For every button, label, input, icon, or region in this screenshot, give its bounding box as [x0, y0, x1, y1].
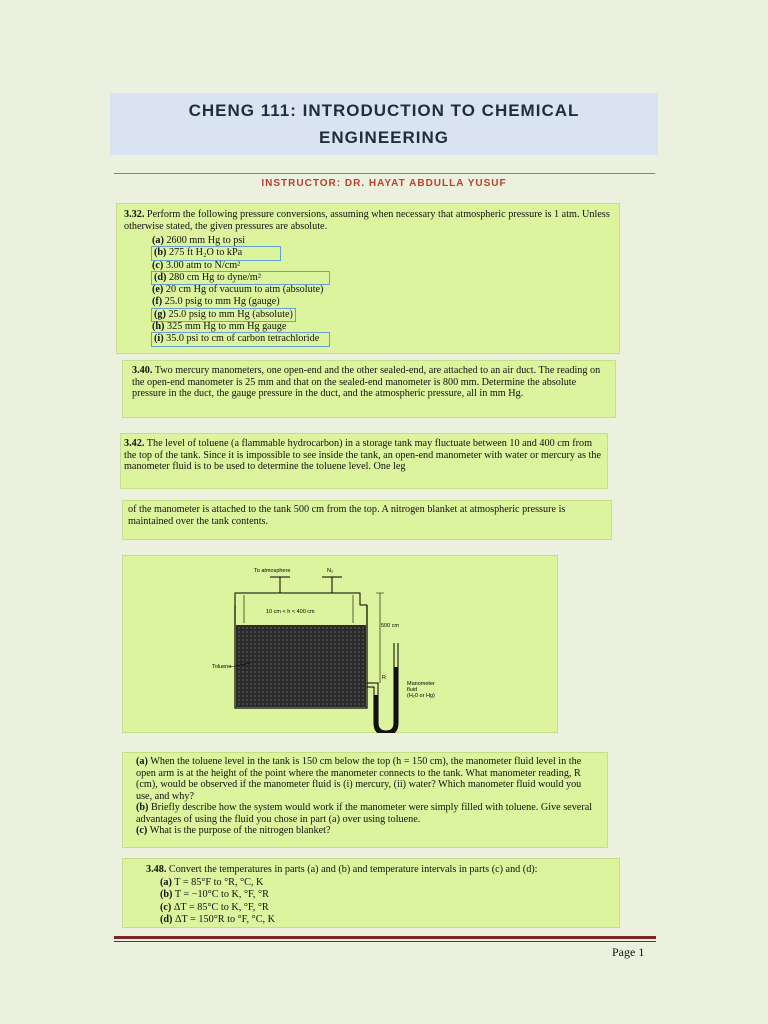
manometer-fluid — [374, 667, 398, 733]
list-item: (d) ΔT = 150°R to °F, °C, K — [160, 913, 275, 925]
problem-number: 3.32. — [124, 209, 145, 220]
highlight-box: (b) 275 ft H₂O to kPa — [152, 247, 280, 259]
problem-number: 3.42. — [124, 438, 145, 449]
r-label: R — [382, 675, 386, 681]
fluid-label-1: Manometer — [407, 681, 435, 687]
problem-3-42-wrap — [124, 438, 604, 473]
problem-3-42 — [120, 433, 608, 489]
vent-pipe-right — [322, 577, 342, 593]
problem-3-32-intro-wrap — [124, 209, 610, 232]
tank-top — [235, 593, 367, 605]
question-c: (c) What is the purpose of the nitrogen blanket? — [136, 825, 331, 836]
to-atmosphere-label: To atmosphere — [254, 568, 291, 574]
list-item: (h) 325 mm Hg to mm Hg gauge — [152, 321, 287, 333]
list-item — [136, 247, 576, 259]
highlight-box: (i) 35.0 psi to cm of carbon tetrachloride — [152, 333, 329, 345]
document-header — [110, 93, 658, 155]
problem-3-40-wrap — [132, 365, 610, 400]
list-item — [136, 309, 576, 321]
highlight-box: (d) 280 cm Hg to dyne/m² — [152, 272, 329, 284]
conversion-list — [136, 235, 576, 346]
list-item: (a) 2600 mm Hg to psi — [152, 235, 246, 246]
problem-3-42-continued — [122, 500, 612, 540]
list-item: (b) T = −10°C to K, °F, °R — [160, 889, 269, 901]
problem-3-42-questions — [122, 752, 608, 848]
list-item — [136, 272, 576, 284]
problem-text: Convert the temperatures in parts (a) and (b) and temperature intervals in parts (c) and (d): — [168, 864, 538, 875]
list-item: (c) 3.00 atm to N/cm² — [152, 259, 241, 271]
problem-text: Perform the following pressure conversions, assuming when necessary that atmospheric pressure is 1 atm. Unless otherwise stated, the given pressures are absolute. — [124, 209, 610, 232]
footer-divider — [114, 936, 656, 939]
problem-3-32 — [116, 203, 620, 354]
page-number: Page 1 — [612, 945, 645, 959]
fluid-label-2: fluid — [407, 687, 418, 693]
toluene-label: Toluene — [212, 664, 232, 670]
problem-3-40 — [122, 360, 616, 418]
temperature-list — [160, 877, 600, 926]
list-item: (f) 25.0 psig to mm Hg (gauge) — [152, 296, 280, 308]
list-item: (e) 20 cm Hg of vacuum to atm (absolute) — [152, 284, 324, 296]
range-label: 10 cm < h < 400 cm — [266, 609, 315, 615]
problem-text: The level of toluene (a flammable hydrocarbon) in a storage tank may fluctuate between 10 and 400 cm from the top of the tank. Since it is impossible to see inside the tank, an open-end manometer with water or mercury as the manometer fluid is to be used to determine the toluene level. One leg — [124, 438, 601, 472]
problem-3-48-intro — [146, 864, 616, 876]
instructor-line: INSTRUCTOR: DR. HAYAT ABDULLA YUSUF — [261, 178, 507, 189]
problem-text: of the manometer is attached to the tank 500 cm from the top. A nitrogen blanket at atmospheric pressure is maintained over the tank contents. — [128, 504, 566, 527]
fluid-label-3: (H₂0 or Hg) — [407, 693, 435, 699]
problem-text: Two mercury manometers, one open-end and the other sealed-end, are attached to an air duct. The reading on the open-end manometer is 25 mm and that on the sealed-end manometer is 800 mm. Determine the absolute pressure in the duct, the gauge pressure in the duct, and the atmospheric pressure, all in mm Hg. — [132, 365, 601, 399]
problem-number: 3.40. — [132, 365, 153, 376]
list-item — [136, 333, 576, 345]
course-title: CHENG 111: INTRODUCTION TO CHEMICAL ENGINEERING — [188, 101, 580, 147]
question-a: (a) When the toluene level in the tank is 150 cm below the top (h = 150 cm), the manometer fluid level in the open arm is at the height of the point where the manometer connects to the tank. What manometer reading, R (cm), would be observed if the manometer fluid is (i) mercury, (ii) water? Which manometer fluid would you use, and why? — [136, 756, 582, 802]
header-divider — [114, 173, 655, 174]
manometer-diagram — [122, 555, 558, 733]
problem-3-48 — [122, 858, 620, 928]
question-b: (b) Briefly describe how the system would work if the manometer were simply filled with toluene. Give several advantages of using the fluid you chose in part (a) over using toluene. — [136, 802, 593, 825]
problem-number: 3.48. — [146, 864, 167, 875]
depth-label: 500 cm — [381, 623, 400, 629]
list-item: (c) ΔT = 85°C to K, °F, °R — [160, 901, 269, 913]
list-item: (a) T = 85°F to °R, °C, K — [160, 877, 264, 888]
highlight-box: (g) 25.0 psig to mm Hg (absolute) — [154, 308, 293, 320]
questions-wrap — [136, 756, 598, 837]
tank-manometer-figure — [122, 555, 558, 733]
vent-pipe-left — [270, 577, 290, 593]
n2-label: N₂ — [327, 568, 334, 574]
footer-divider-thin — [114, 941, 656, 942]
